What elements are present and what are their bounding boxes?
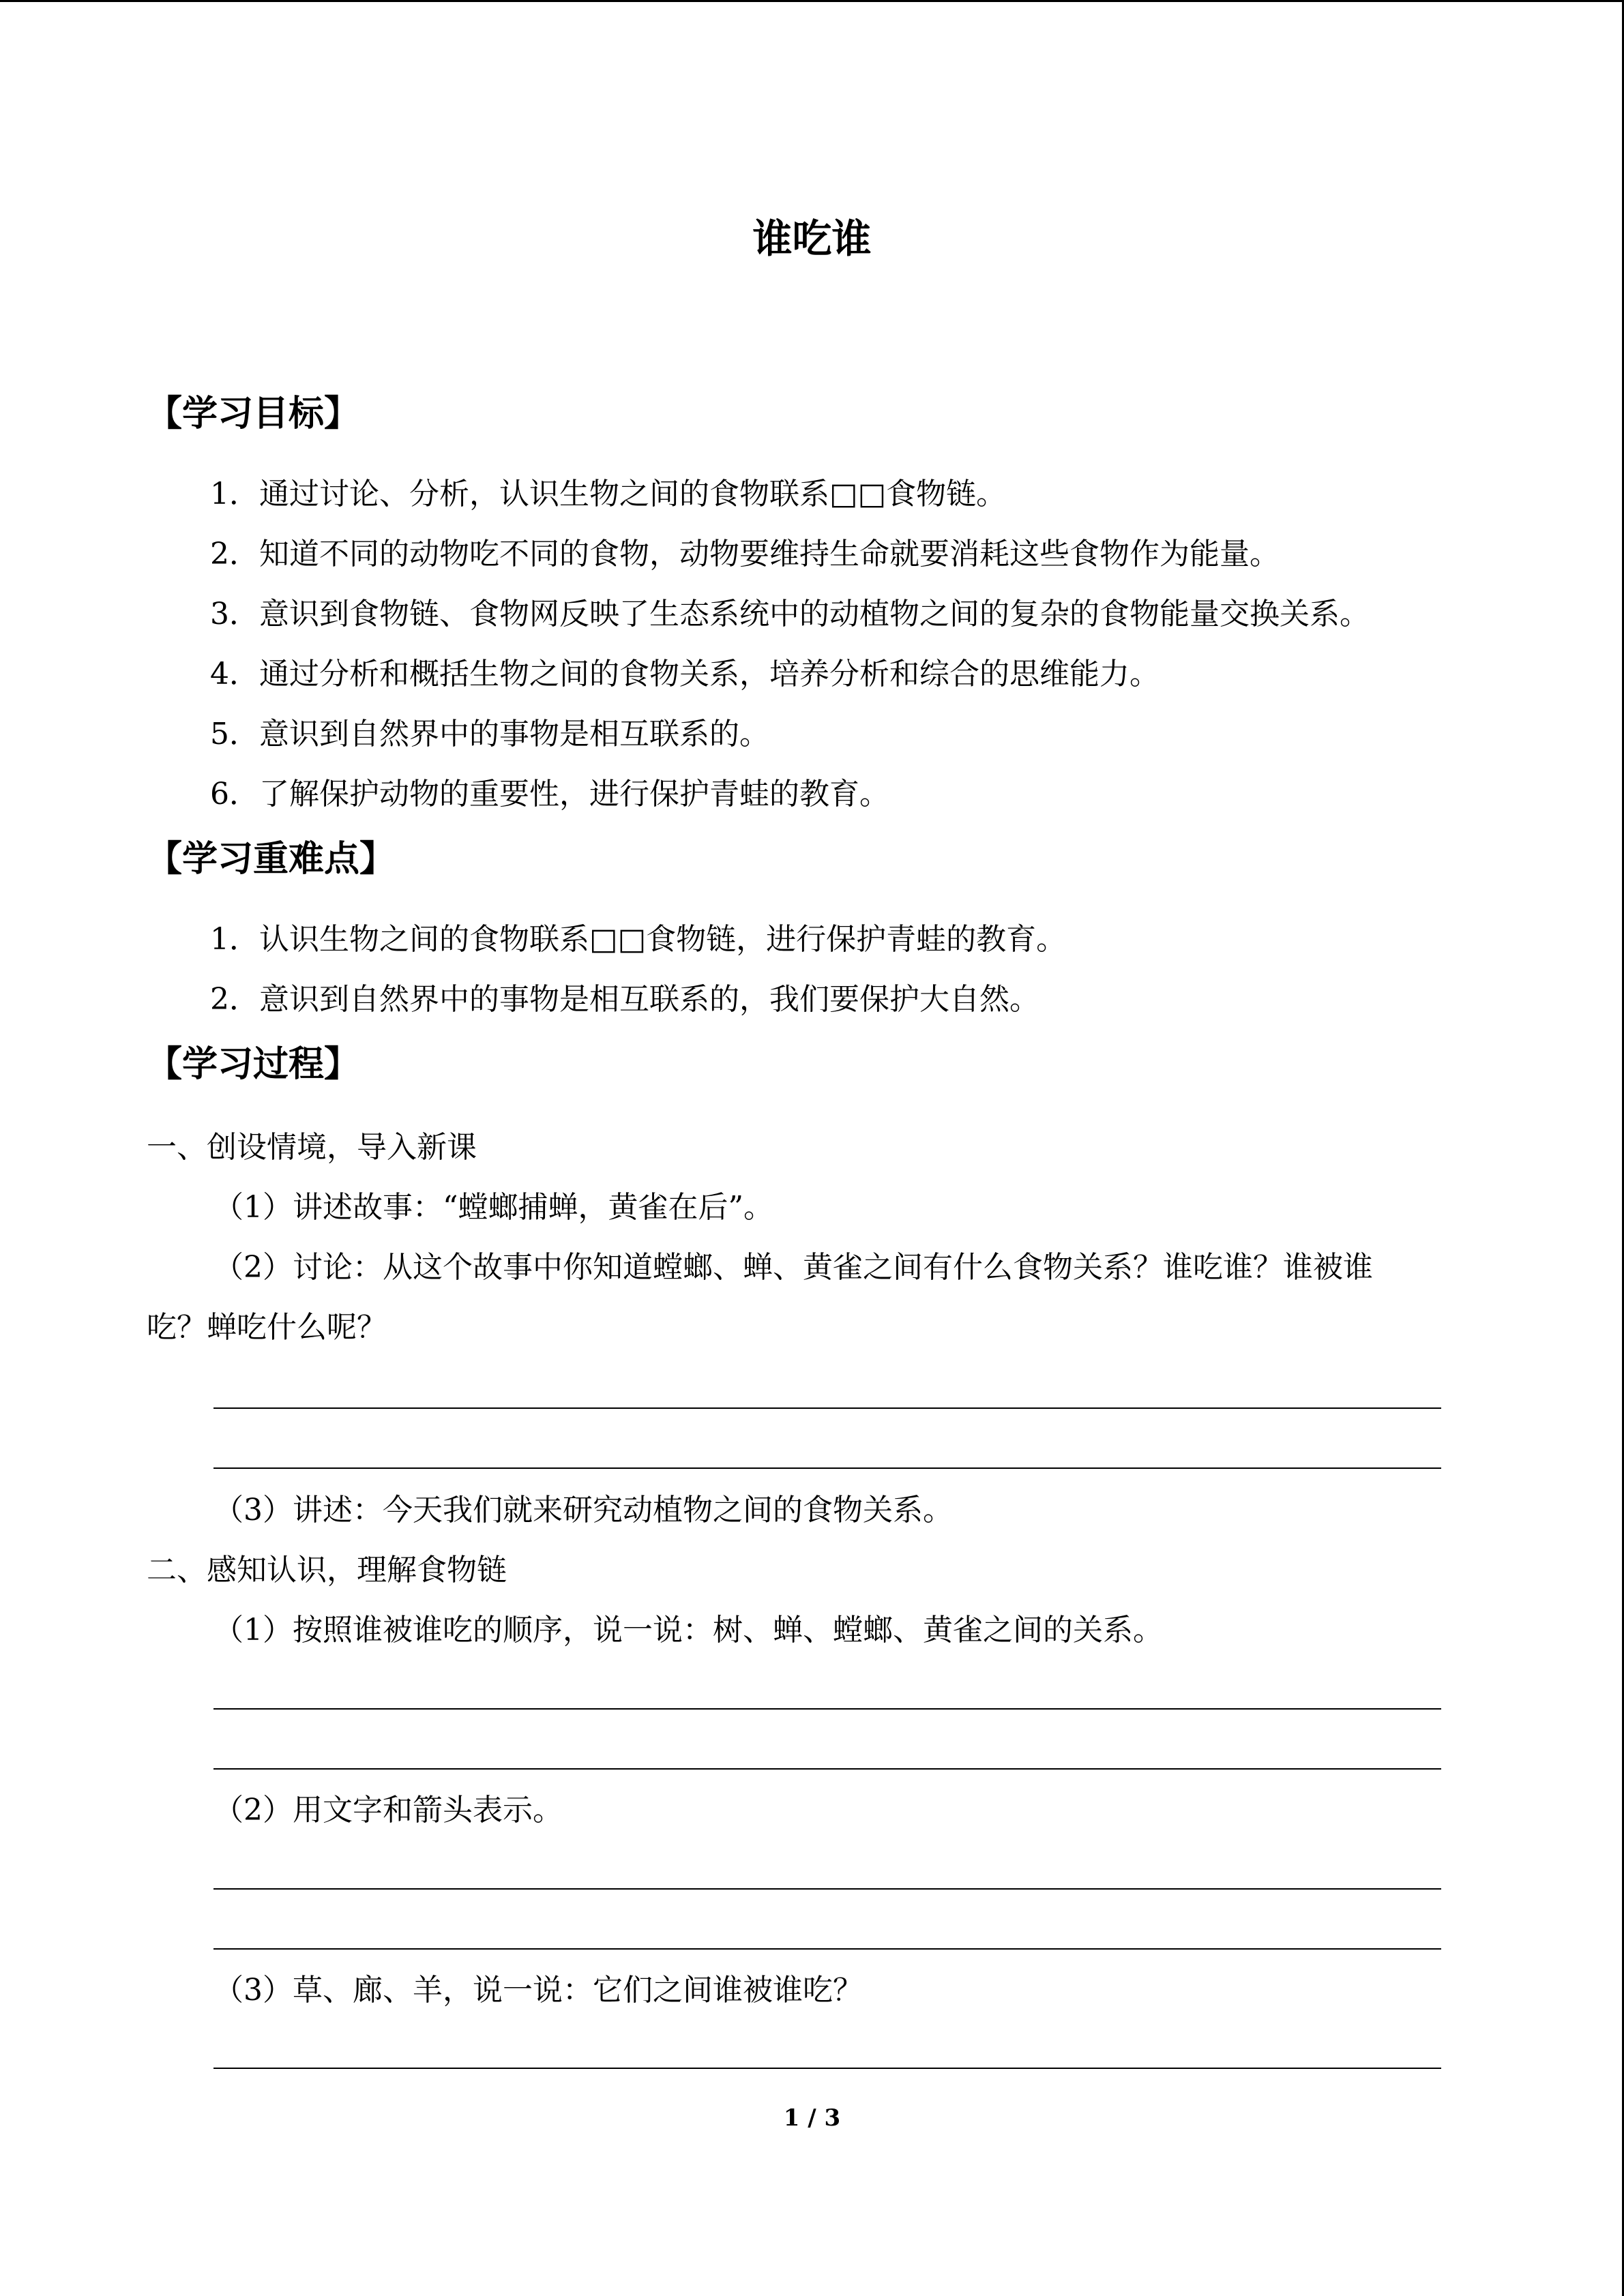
part2-step1: （1）按照谁被谁吃的顺序，说一说：树、蝉、螳螂、黄雀之间的关系。 [213,1613,1163,1648]
answer-line [213,1708,1441,1710]
goal-item-5: 5．意识到自然界中的事物是相互联系的。 [210,717,769,751]
goal-item-3: 3．意识到食物链、食物网反映了生态系统中的动植物之间的复杂的食物能量交换关系。 [210,597,1370,631]
part1-title: 一、创设情境，导入新课 [147,1130,477,1165]
key-points-heading: 【学习重难点】 [147,839,396,880]
goal-item-2: 2．知道不同的动物吃不同的食物，动物要维持生命就要消耗这些食物作为能量。 [210,537,1280,571]
goal-item-4: 4．通过分析和概括生物之间的食物关系，培养分析和综合的思维能力。 [210,657,1160,691]
answer-line [213,1948,1441,1950]
answer-line [213,2068,1441,2069]
answer-line [213,1768,1441,1770]
goal-item-1: 1．通过讨论、分析，认识生物之间的食物联系□□食物链。 [210,477,1007,511]
goals-heading: 【学习目标】 [147,393,360,434]
page-border-top [0,0,1624,2]
page-title: 谁吃谁 [752,215,872,262]
part1-step3: （3）讲述：今天我们就来研究动植物之间的食物关系。 [213,1493,953,1527]
process-heading: 【学习过程】 [147,1044,360,1085]
page-number: 1 / 3 [783,2104,841,2132]
part1-step2-line1: （2）讨论：从这个故事中你知道螳螂、蝉、黄雀之间有什么食物关系？谁吃谁？谁被谁 [213,1250,1373,1285]
part2-title: 二、感知认识，理解食物链 [147,1553,507,1587]
part2-step3: （3）草、廊、羊，说一说：它们之间谁被谁吃？ [213,1973,863,2008]
part2-step2: （2）用文字和箭头表示。 [213,1793,563,1828]
part1-step2-line2: 吃？蝉吃什么呢？ [147,1310,387,1345]
part1-step1: （1）讲述故事：“螳螂捕蝉，黄雀在后”。 [213,1190,773,1225]
key-point-item-2: 2．意识到自然界中的事物是相互联系的，我们要保护大自然。 [210,982,1039,1017]
key-point-item-1: 1．认识生物之间的食物联系□□食物链，进行保护青蛙的教育。 [210,922,1067,957]
goal-item-6: 6．了解保护动物的重要性，进行保护青蛙的教育。 [210,777,889,811]
answer-line [213,1467,1441,1469]
answer-line [213,1888,1441,1890]
answer-line [213,1407,1441,1409]
